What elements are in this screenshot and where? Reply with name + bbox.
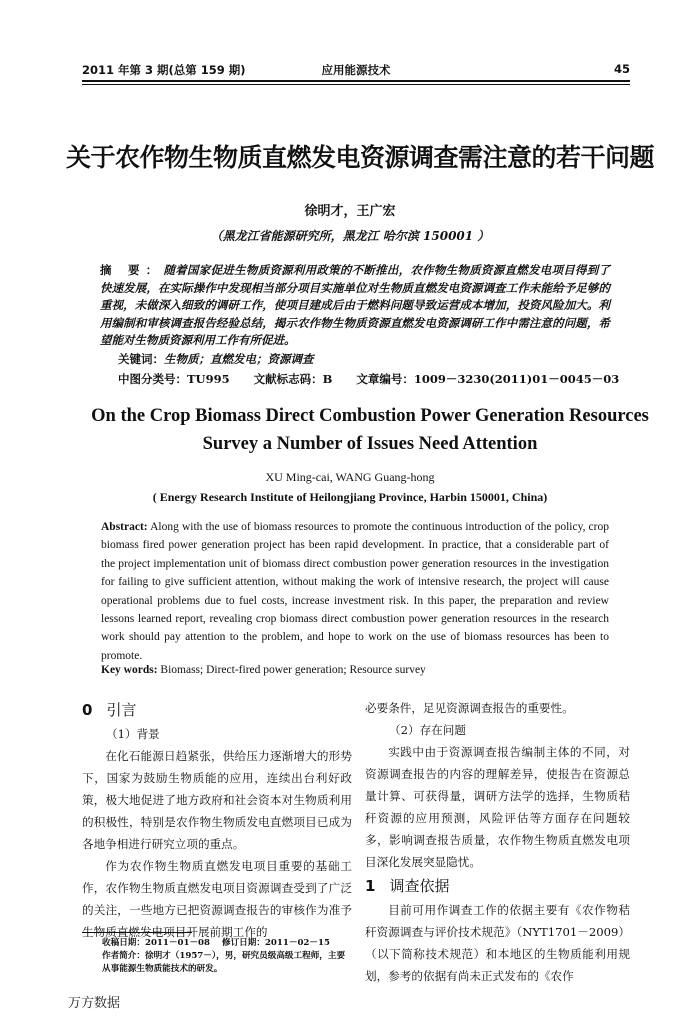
abstract-chinese: [100, 262, 610, 350]
title-english: On the Crop Biomass Direct Combustion Power Generation Resources Survey a Number of Issues Need Attention: [91, 406, 649, 454]
classification-line: [118, 371, 643, 387]
abstract-cn-label: 摘 要：: [100, 263, 164, 277]
keywords-en-text: Biomass; Direct-fired power generation; Resource survey: [160, 664, 426, 676]
keywords-cn-text: 生物质；直燃发电；资源调查: [164, 352, 314, 366]
section-heading-introduction: [82, 697, 352, 723]
abstract-cn-text: 随着国家促进生物质资源利用政策的不断推出，农作物生物质资源直燃发电项目得到了快速发展，在实际操作中发现相当部分项目实施单位对生物质直燃发电资源调查工作未能给予足够的重视，未做深入细致的调研工作，使项目建成后由于燃料问题导致运营成本增加，投资风险加大。利用编制和审核调查报告经验总结，揭示农作物生物质资源直燃发电资源调研工作中需注意的问题，希望能对生物质资源利用工作有所促进。: [100, 263, 610, 348]
footnote-author-bio: [102, 950, 352, 976]
body-column-right: [365, 697, 630, 987]
revised-date: 修订日期：2011－02－15: [221, 938, 330, 948]
keywords-en-label: Key words:: [101, 664, 158, 676]
keywords-chinese: [118, 351, 314, 367]
footnote-dates: [102, 937, 352, 950]
keywords-english: [101, 664, 426, 676]
subheading-background: （1）背景: [106, 727, 160, 741]
paragraph: 实践中由于资源调查报告编制主体的不同，对资源调查报告的内容的理解差异，使报告在资源总量计算、可获得量，调研方法学的选择，生物质秸秆资源的应用预测，风险评估等方面存在问题较多，影响调查报告质量，农作物生物质直燃发电项目深化发展突显隐忧。: [365, 745, 630, 869]
section-number: 1: [365, 877, 376, 895]
received-date: 收稿日期：2011－01－08: [102, 938, 210, 948]
section-heading-survey-basis: [365, 873, 630, 899]
title-chinese: 关于农作物生物质直燃发电资源调查需注意的若干问题: [65, 143, 654, 172]
author-bio-label: 作者简介：: [102, 951, 145, 961]
abstract-en-text: Along with the use of biomass resources to promote the continuous introduction of the policy, crop biomass fired power generation project has been rapid development. In practice, that a considerable part of the project implementation unit of biomass direct combustion power generation resources in the investigation for failing to give sufficient attention, without making the work of intensive research, the project will cause operational problems due to fuel costs, increase investment risk. In this paper, the preparation and review lessons learned report, revealing crop biomass direct combustion power generation resources in the research work should pay attention to the problem, and hope to work on the use of biomass resources has been to promote.: [101, 521, 609, 662]
footnote: [102, 937, 352, 976]
header-issue: 2011 年第 3 期(总第 159 期): [82, 63, 246, 77]
header-journal: 应用能源技术: [321, 63, 391, 77]
paragraph: 目前可用作调查工作的依据主要有《农作物秸秆资源调查与评价技术规范》（NYT1701－2009）（以下简称技术规范）和本地区的生物质能利用规划，参考的依据有尚未正式发布的《农作: [365, 903, 630, 983]
abstract-english: [101, 518, 609, 665]
paragraph: 在化石能源日趋紧张，供给压力逐渐增大的形势下，国家为鼓励生物质能的应用，连续出台利好政策，极大地促进了地方政府和社会资本对生物质利用的积极性，特别是农作物生物质发电直燃项目已成为各地争相进行研究立项的重点。: [82, 749, 352, 851]
authors-chinese: 徐明才，王广宏: [304, 204, 396, 219]
body-column-left: [82, 697, 352, 943]
header-page-number: 45: [613, 62, 630, 76]
author-bio-text: 徐明才（1957－），男，研究员级高级工程师，主要从事能源生物质能技术的研发。: [102, 951, 346, 974]
abstract-en-label: Abstract:: [101, 521, 148, 533]
watermark: 万方数据: [68, 996, 121, 1011]
article-number: 文章编号：1009－3230(2011)01－0045－03: [356, 372, 620, 386]
header-rule-thin: [82, 84, 630, 85]
subheading-problems: （2）存在问题: [389, 723, 466, 737]
document-code: 文献标志码：B: [253, 372, 333, 386]
section-number: 0: [82, 701, 93, 719]
affiliation-chinese: （黑龙江省能源研究所，黑龙江 哈尔滨 150001 ）: [210, 229, 490, 243]
running-header: [82, 62, 630, 80]
header-rule: [82, 80, 630, 82]
affiliation-english: ( Energy Research Institute of Heilongjiang Province, Harbin 150001, China): [152, 490, 548, 504]
clc-number: 中图分类号：TU995: [118, 372, 230, 386]
paragraph: 作为农作物生物质直燃发电项目重要的基础工作，农作物生物质直燃发电项目资源调查受到了广泛的关注，一些地方已把资源调查报告的审核作为准予生物质直燃发电项目开展前期工作的: [82, 859, 352, 939]
section-title: 引言: [106, 701, 137, 719]
footnote-rule: [82, 932, 192, 933]
paragraph-continued: 必要条件，足见资源调查报告的重要性。: [365, 701, 574, 715]
keywords-cn-label: 关键词：: [118, 352, 164, 366]
authors-english: XU Ming-cai, WANG Guang-hong: [265, 470, 435, 484]
section-title: 调查依据: [389, 877, 450, 895]
